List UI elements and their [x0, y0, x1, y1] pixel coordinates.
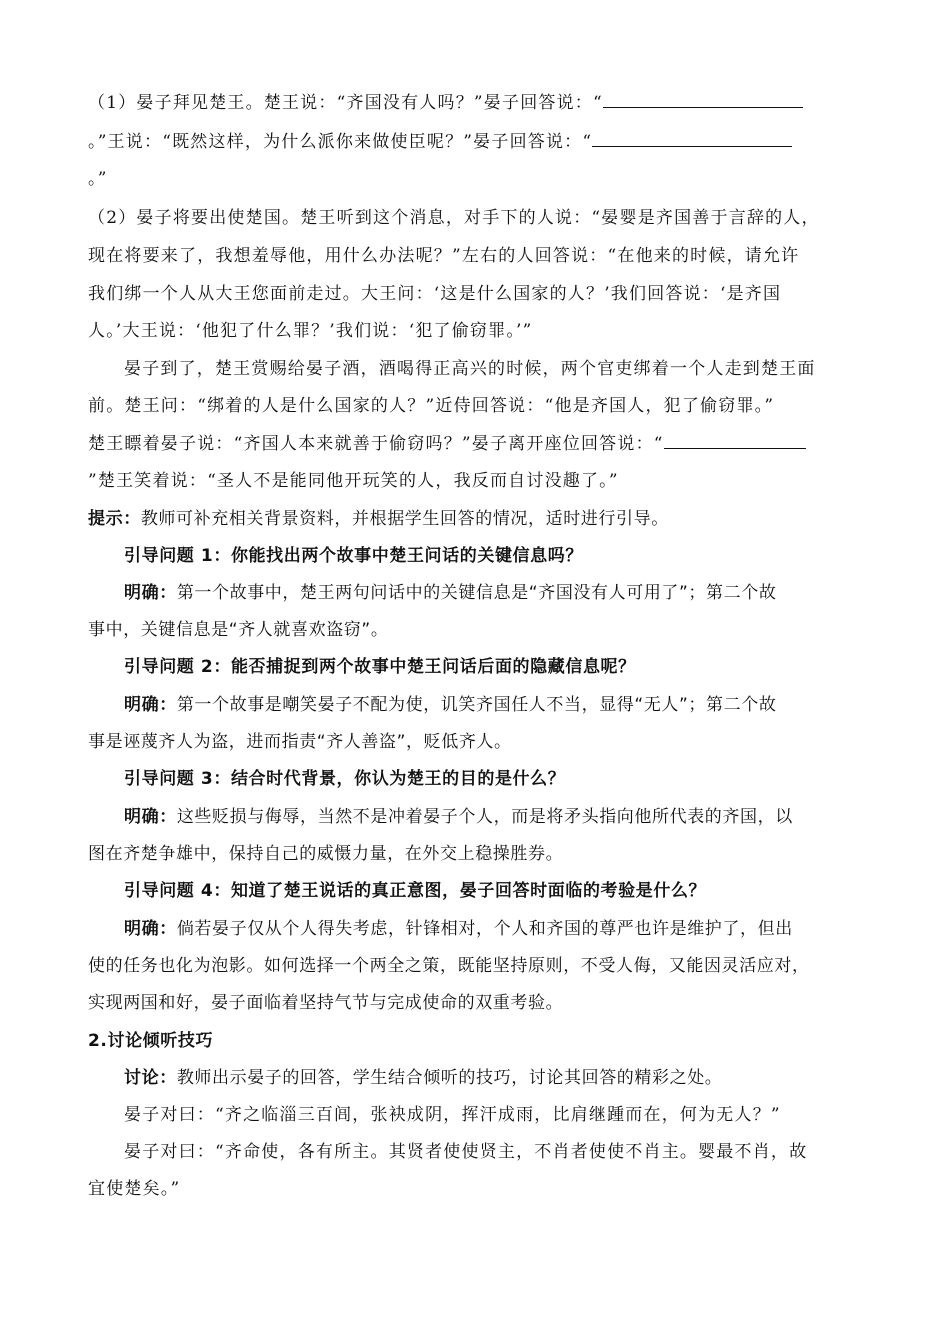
- guide-answer-2-line-1: [124, 690, 864, 715]
- guide-answer-4-line-3: 实现两国和好，晏子面临着坚持气节与完成使命的双重考验。: [88, 993, 564, 1013]
- answer-text: 第一个故事中，楚王两句问话中的关键信息是“齐国没有人可用了”；第二个故: [176, 583, 777, 603]
- exercise-1-text: 。”王说：“既然这样，为什么派你来做使臣呢？”晏子回答说：“: [88, 132, 593, 152]
- hint-paragraph: [88, 504, 864, 529]
- discussion-text: 教师出示晏子的回答，学生结合倾听的技巧，讨论其回答的精彩之处。: [176, 1068, 723, 1088]
- exercise-2-line-8: ”楚王笑着说：“圣人不是能同他开玩笑的人，我反而自讨没趣了。”: [88, 471, 619, 491]
- guide-answer-2-line-2: 事是诬蔑齐人为盗，进而指责“齐人善盗”，贬低齐人。: [88, 732, 512, 752]
- exercise-2-line-4: 人。’大王说：‘他犯了什么罪？’我们说：‘犯了偷窃罪。’”: [88, 321, 533, 341]
- guide-question-4: 引导问题 4：知道了楚王说话的真正意图，晏子回答时面临的考验是什么？: [124, 881, 707, 901]
- answer-text: 倘若晏子仅从个人得失考虑，针锋相对，个人和齐国的尊严也许是维护了，但出: [176, 919, 793, 939]
- answer-label: 明确：: [124, 583, 177, 603]
- exercise-1-line-1: [88, 88, 864, 113]
- guide-answer-1-line-1: [124, 578, 864, 603]
- guide-answer-1-line-2: 事中，关键信息是“齐人就喜欢盗窃”。: [88, 620, 389, 640]
- discussion-paragraph: [124, 1063, 864, 1088]
- answer-blank[interactable]: [592, 132, 792, 147]
- guide-answer-3-line-1: [124, 802, 864, 827]
- exercise-2-line-5: 晏子到了，楚王赏赐给晏子酒，酒喝得正高兴的时候，两个官吏绑着一个人走到楚王面: [124, 359, 816, 379]
- guide-question-1: 引导问题 1：你能找出两个故事中楚王问话的关键信息吗？: [124, 546, 583, 566]
- section-heading: 2.讨论倾听技巧: [88, 1031, 214, 1051]
- exercise-2-line-1: （2）晏子将要出使楚国。楚王听到这个消息，对手下的人说：“晏婴是齐国善于言辞的人，: [88, 208, 820, 228]
- exercise-2-text: 楚王瞟着晏子说：“齐国人本来就善于偷窃吗？”晏子离开座位回答说：“: [88, 434, 664, 454]
- answer-label: 明确：: [124, 695, 177, 715]
- exercise-2-line-7: [88, 429, 864, 454]
- quote-2-line-1: 晏子对曰：“齐命使，各有所主。其贤者使使贤主，不肖者使使不肖主。婴最不肖，故: [124, 1142, 808, 1162]
- quote-2-line-2: 宜使楚矣。”: [88, 1179, 181, 1199]
- exercise-1-line-2: [88, 127, 864, 152]
- answer-text: 第一个故事是嘲笑晏子不配为使，讥笑齐国任人不当，显得“无人”；第二个故: [176, 695, 777, 715]
- exercise-2-line-3: 我们绑一个人从大王您面前走过。大王问：‘这是什么国家的人？’我们回答说：‘是齐国: [88, 284, 782, 304]
- exercise-1-text: （1）晏子拜见楚王。楚王说：“齐国没有人吗？”晏子回答说：“: [88, 93, 603, 113]
- discussion-label: 讨论：: [124, 1068, 177, 1088]
- answer-label: 明确：: [124, 919, 177, 939]
- answer-text: 这些贬损与侮辱，当然不是冲着晏子个人，而是将矛头指向他所代表的齐国，以: [176, 807, 793, 827]
- quote-1: 晏子对曰：“齐之临淄三百闾，张袂成阴，挥汗成雨，比肩继踵而在，何为无人？”: [124, 1105, 781, 1125]
- exercise-2-line-6: 前。楚王问：“绑着的人是什么国家的人？”近侍回答说：“他是齐国人，犯了偷窃罪。”: [88, 396, 775, 416]
- guide-answer-4-line-1: [124, 914, 864, 939]
- hint-label: 提示：: [88, 509, 141, 529]
- answer-blank[interactable]: [603, 93, 803, 108]
- hint-text: 教师可补充相关背景资料，并根据学生回答的情况，适时进行引导。: [140, 509, 669, 529]
- guide-answer-3-line-2: 图在齐楚争雄中，保持自己的威慑力量，在外交上稳操胜券。: [88, 844, 564, 864]
- answer-blank[interactable]: [664, 434, 806, 449]
- answer-label: 明确：: [124, 807, 177, 827]
- guide-question-2: 引导问题 2：能否捕捉到两个故事中楚王问话后面的隐藏信息呢？: [124, 657, 636, 677]
- guide-answer-4-line-2: 使的任务也化为泡影。如何选择一个两全之策，既能坚持原则，不受人侮，又能因灵活应对，: [88, 956, 810, 976]
- exercise-1-line-3: 。”: [88, 169, 108, 189]
- exercise-2-line-2: 现在将要来了，我想羞辱他，用什么办法呢？”左右的人回答说：“在他来的时候，请允许: [88, 246, 800, 266]
- guide-question-3: 引导问题 3：结合时代背景，你认为楚王的目的是什么？: [124, 769, 566, 789]
